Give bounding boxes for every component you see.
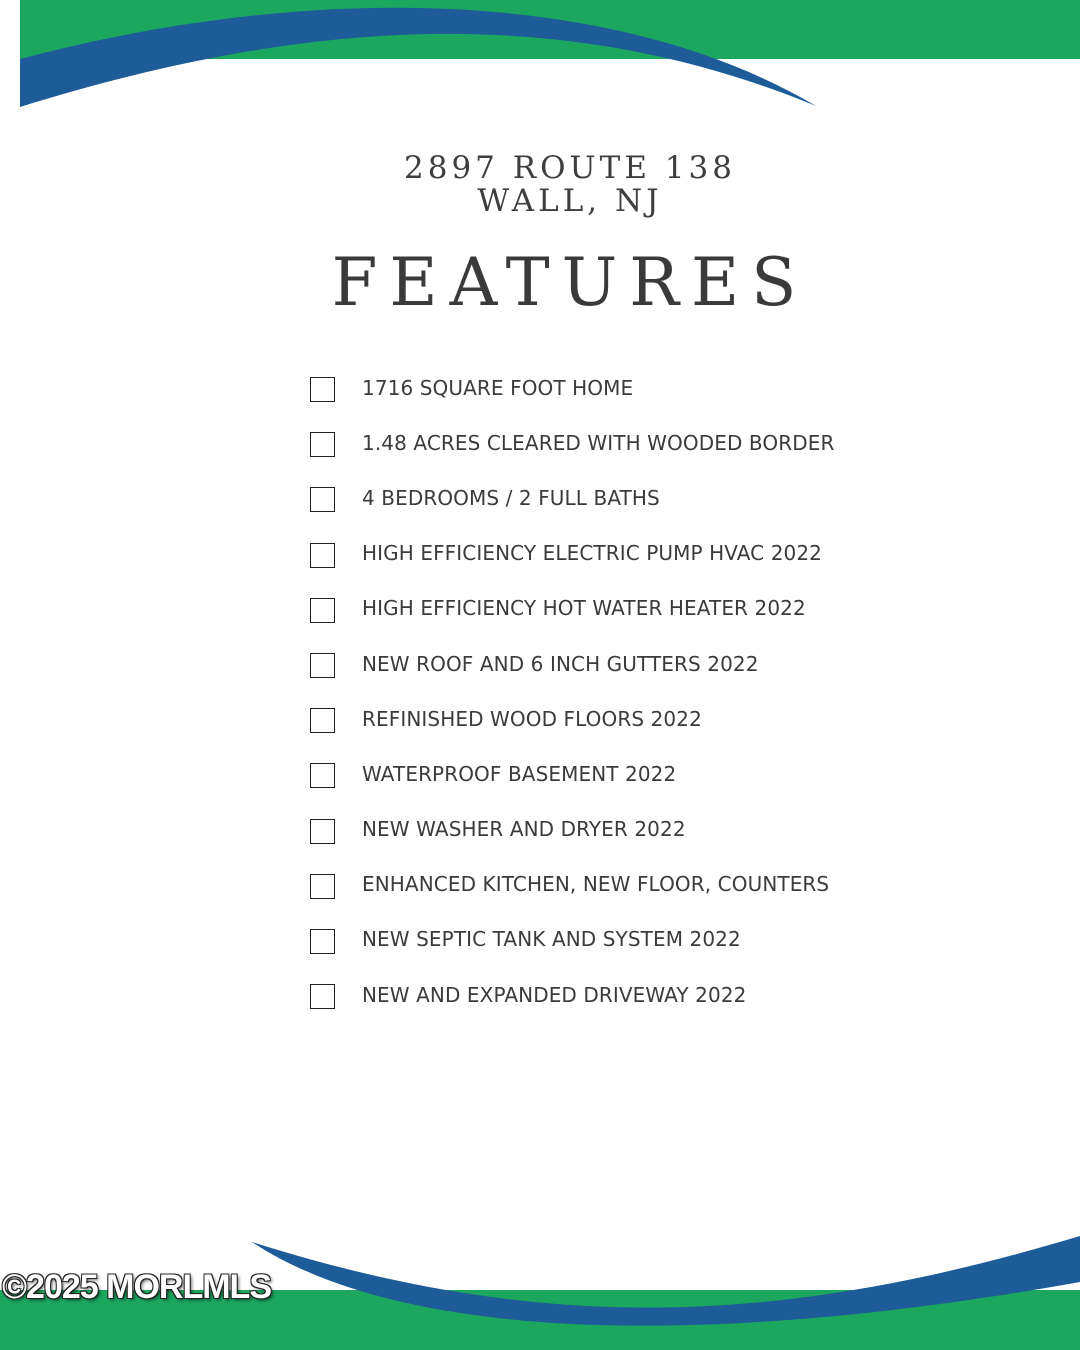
feature-item [310,360,834,415]
feature-label: WATERPROOF BASEMENT 2022 [362,761,677,786]
checkbox-icon [310,763,335,788]
feature-label: HIGH EFFICIENCY ELECTRIC PUMP HVAC 2022 [362,541,823,566]
checkbox-icon [310,543,335,568]
checkbox-icon [310,487,335,512]
checkbox-icon [310,819,335,844]
feature-item [310,526,834,581]
feature-label: REFINISHED WOOD FLOORS 2022 [362,706,702,731]
feature-item [310,802,834,857]
feature-item [310,636,834,691]
top-wave-decoration [0,0,1080,120]
feature-item [310,746,834,801]
address-line-1: 2897 ROUTE 138 [404,150,736,186]
checkbox-icon [310,929,335,954]
feature-label: ENHANCED KITCHEN, NEW FLOOR, COUNTERS [362,872,830,897]
feature-item [310,967,834,1022]
feature-label: NEW AND EXPANDED DRIVEWAY 2022 [362,982,747,1007]
features-list [310,360,834,1022]
feature-item [310,581,834,636]
checkbox-icon [310,874,335,899]
copyright-watermark: ©2025 MORLMLS [2,1268,271,1306]
feature-label: NEW WASHER AND DRYER 2022 [362,817,686,842]
feature-label: HIGH EFFICIENCY HOT WATER HEATER 2022 [362,596,806,621]
feature-label: 4 BEDROOMS / 2 FULL BATHS [362,485,660,510]
feature-label: NEW ROOF AND 6 INCH GUTTERS 2022 [362,651,759,676]
feature-item [310,691,834,746]
page-title: FEATURES [331,244,809,321]
checkbox-icon [310,598,335,623]
feature-label: 1716 SQUARE FOOT HOME [362,375,634,400]
feature-item [310,415,834,470]
feature-item [310,470,834,525]
feature-item [310,912,834,967]
checkbox-icon [310,984,335,1009]
property-address [0,152,1080,218]
feature-label: 1.48 ACRES CLEARED WITH WOODED BORDER [362,430,835,455]
checkbox-icon [310,708,335,733]
checkbox-icon [310,377,335,402]
address-line-2: WALL, NJ [477,183,663,219]
checkbox-icon [310,653,335,678]
feature-label: NEW SEPTIC TANK AND SYSTEM 2022 [362,927,741,952]
checkbox-icon [310,432,335,457]
feature-item [310,857,834,912]
